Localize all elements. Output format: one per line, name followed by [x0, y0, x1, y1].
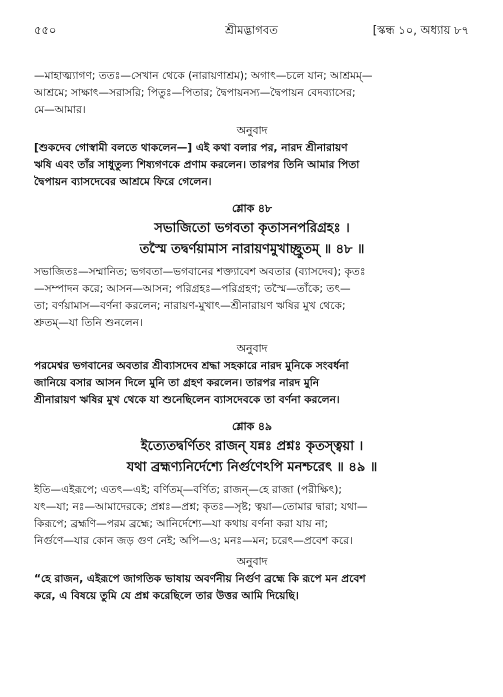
text-line: —সম্পাদন করে; আসন—আসন; পরিগ্রহঃ—পরিগ্রহণ; তস্মৈ—তাঁকে; তৎ—	[34, 283, 351, 295]
translation-heading: অনুবাদ	[236, 555, 268, 568]
synonyms-48	[34, 264, 470, 332]
running-header	[34, 22, 469, 40]
verse-49-text	[34, 436, 470, 478]
text-line: জানিয়ে বসার আসন দিলে মুনি তা গ্রহণ করলেন। তারপর নারদ মুনি	[34, 377, 320, 389]
synonyms-47-continued	[34, 68, 470, 119]
synonyms-49	[34, 482, 470, 550]
verse-48-text	[34, 218, 470, 260]
translation-49	[34, 571, 470, 605]
text-line: দ্বৈপায়ন ব্যাসদেবের আশ্রমে ফিরে গেলেন।	[34, 176, 212, 188]
text-line: মে—আমার।	[34, 104, 86, 116]
book-title: শ্রীমদ্ভাগবত	[225, 23, 278, 37]
translation-heading: অনুবাদ	[236, 124, 268, 137]
verse-line: তস্মৈ তদ্বর্ণয়ামাস নারায়ণমুখাচ্ছ্রুতম্ ॥ ৪৮ ॥	[139, 242, 365, 257]
text-line: নির্গুণে—যার কোন জড় গুণ নেই; অপি—ও; মনঃ—মন; চরেৎ—প্রবেশ করে।	[34, 535, 353, 547]
text-line: কিরূপে; ব্রহ্মণি—পরম ব্রহ্মে; আনির্দেশ্যে—যা কথায় বর্ণনা করা যায় না;	[34, 518, 329, 530]
translation-48	[34, 358, 470, 409]
text-line: ইতি—এইরূপে; এতৎ—এই; বর্ণিতম্—বর্ণিত; রাজন্—হে রাজা (পরীক্ষিৎ);	[34, 484, 342, 496]
text-line: যৎ—যা; নঃ—আমাদেরকে; প্রশ্নঃ—প্রশ্ন; কৃতঃ—সৃষ্ট; ত্বয়া—তোমার দ্বারা; যথা—	[34, 501, 368, 513]
verse-48-label: শ্লোক ৪৮	[232, 202, 272, 215]
text-line: আশ্রমে; সাক্ষাৎ—সরাসরি; পিতুঃ—পিতার; দ্বৈপায়নস্য—দ্বৈপায়ন বেদব্যাসের;	[34, 87, 356, 99]
text-line: করে, এ বিষয়ে তুমি যে প্রশ্ন করেছিলে তার উত্তর আমি দিয়েছি।	[34, 590, 299, 602]
text-line: পরমেশ্বর ভগবানের অবতার শ্রীব্যাসদেব শ্রদ্ধা সহকারে নারদ মুনিকে সংবর্ধনা	[34, 360, 349, 372]
text-line: শ্রুতম্—যা তিনি শুনলেন।	[34, 317, 143, 329]
verse-line: ইত্যেতদ্বর্ণিতং রাজন্ যন্নঃ প্রশ্নঃ কৃতস্ত্বয়া ।	[140, 439, 364, 454]
translation-47	[34, 140, 470, 191]
text-line: “হে রাজন, এইরূপে জাগতিক ভাষায় অবর্ণনীয় নির্গুণ ব্রহ্মে কি রূপে মন প্রবেশ	[34, 573, 366, 585]
verse-line: সভাজিতো ভগবতা কৃতাসনপরিগ্রহঃ ।	[154, 221, 350, 236]
text-line: ঋষি এবং তাঁর সাধুতুল্য শিষ্যগণকে প্রণাম করলেন। তারপর তিনি আমার পিতা	[34, 159, 360, 171]
verse-line: যথা ব্রহ্মণ্যনির্দেশ্যে নির্গুণেঽপি মনশ্চরেৎ ॥ ৪৯ ॥	[126, 460, 378, 475]
text-line: —মাহাত্ম্যাগণ; ততঃ—সেখান থেকে (নারায়ণাশ্রম); অগাৎ—চলে যান; আশ্রমম্—	[34, 70, 373, 82]
verse-49-label: শ্লোক ৪৯	[232, 420, 272, 433]
section-reference: [স্কন্ধ ১০, অধ্যায় ৮৭	[372, 23, 469, 37]
text-line: সভাজিতঃ—সম্মানিত; ভগবতা—ভগবানের শক্ত্যাবেশ অবতার (ব্যাসদেব); কৃতঃ	[34, 266, 366, 278]
page-number: ৫৫০	[34, 23, 57, 37]
text-line: তা; বর্ণয়ামাস—বর্ণনা করলেন; নারায়ণ-মুখাৎ—শ্রীনারায়ণ ঋষির মুখ থেকে;	[34, 300, 346, 312]
text-line: [শুকদেব গোস্বামী বলতে থাকলেন—] এই কথা বলার পর, নারদ শ্রীনারায়ণ	[34, 142, 348, 154]
text-line: শ্রীনারায়ণ ঋষির মুখ থেকে যা শুনেছিলেন ব্যাসদেবকে তা বর্ণনা করলেন।	[34, 394, 340, 406]
translation-heading: অনুবাদ	[236, 342, 268, 355]
